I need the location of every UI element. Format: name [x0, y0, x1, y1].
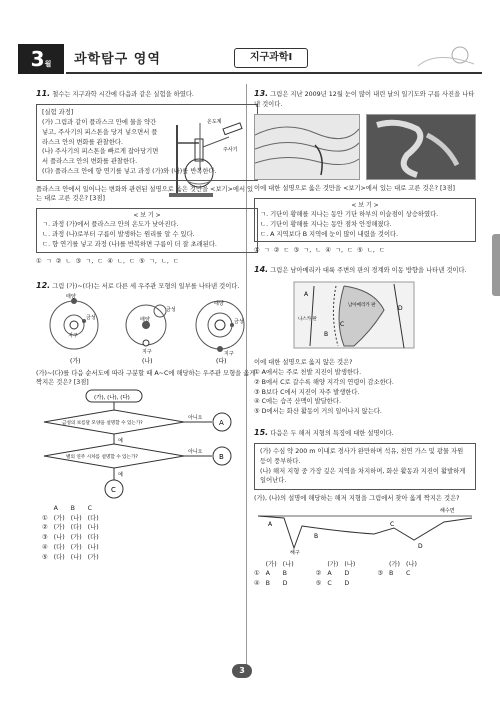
svg-text:D: D — [418, 542, 423, 550]
svg-text:금성의 보름달 모양을 설명할 수 있는가?: 금성의 보름달 모양을 설명할 수 있는가? — [62, 421, 143, 427]
svg-text:태양: 태양 — [66, 293, 76, 300]
svg-text:A: A — [268, 520, 273, 528]
svg-text:(가): (가) — [70, 357, 81, 365]
svg-text:(가), (나), (다): (가), (나), (다) — [94, 395, 130, 402]
experiment-box: [실험 과정] (가) 그림과 같이 플라스크 안에 물을 약간 넣고, 주사기의 피스톤을 당겨 넣으면서 플라스크 안의 변화를 관찰한다. (나) 주사기의 피스톤을 빠르게 잡아당기면서 플라스크 안의 변화를 관찰한다. (다) 플라스크 안에 향 연기를 넣고 과정 (가)와 (나)를 반복한다. 온도계 주사기 — [36, 104, 258, 180]
weather-map-image — [254, 114, 360, 180]
svg-text:(다): (다) — [216, 357, 227, 365]
option-row: ② (가) (다) (나) — [42, 524, 99, 532]
svg-text:A: A — [219, 419, 224, 428]
svg-text:예: 예 — [118, 472, 123, 479]
option-row: ③ (나) (가) (다) — [42, 534, 99, 542]
svg-text:나스카 판: 나스카 판 — [298, 316, 317, 322]
syringe-label: 주사기 — [223, 147, 238, 154]
month-badge: 3월 — [18, 44, 64, 74]
step-ga: (가) 그림과 같이 플라스크 안에 물을 약간 넣고, 주사기의 피스톤을 당겨 넣으면서 플라스크 안의 변화를 관찰한다. — [42, 119, 158, 146]
svg-text:해구: 해구 — [290, 549, 300, 556]
subject-title: 과학탐구 영역 — [74, 52, 161, 67]
choices-11: ① ㄱ ② ㄴ ③ ㄱ, ㄷ ④ ㄴ, ㄷ ⑤ ㄱ, ㄴ, ㄷ — [36, 257, 179, 265]
svg-text:태양: 태양 — [214, 300, 224, 307]
left-column — [36, 88, 258, 562]
seafloor-profile-figure — [254, 504, 476, 556]
option-row: ⑤ (다) (나) (가) — [42, 553, 99, 561]
svg-text:별의 연주 시차를 설명할 수 있는가?: 별의 연주 시차를 설명할 수 있는가? — [66, 455, 138, 461]
model-da — [196, 300, 244, 365]
header-rule — [66, 72, 482, 74]
svg-text:지구: 지구 — [68, 332, 78, 339]
svg-text:C: C — [111, 486, 116, 495]
options-table-15: (가) (나) (가) (나) (가) (나) ① A B ② A D ③ B C ④ B D ⑤ C D — [254, 560, 417, 588]
svg-text:B: B — [219, 453, 224, 462]
step-na: (나) 주사기의 피스톤을 빠르게 잡아당기면서 플라스크 안의 변화를 관찰한다. — [42, 148, 159, 166]
svg-text:남아메리카 판: 남아메리카 판 — [348, 302, 376, 308]
header-decoration-icon — [416, 46, 476, 68]
choices-13: ① ㄱ ② ㄷ ③ ㄱ, ㄴ ④ ㄱ, ㄷ ⑤ ㄴ, ㄷ — [254, 247, 385, 255]
svg-text:C: C — [340, 320, 345, 328]
svg-text:C: C — [390, 520, 395, 528]
figure-row-13 — [254, 114, 476, 180]
description-box-15: (가) 수심 약 200 m 이내로 경사가 완만하며 석유, 천연 가스 및 광물 자원 등이 풍부하다. (나) 해저 지형 중 가장 깊은 지역을 차지하며, 화산 활동과 지진이 활발하게 일어난다. — [254, 443, 476, 490]
svg-text:B: B — [324, 330, 329, 338]
question-14: 14. 그림은 남아메리카 대륙 주변의 판의 경계와 이동 방향을 나타낸 것이다. 남아메리카 판 나스카 판 A B C D 이에 대한 설명으로 옳지 않은 것은? ① A에서는 주로 천발 지진이 발생한다. ② B에서 C로 갈수록 해양 지각의 연령이 감소한다. ③ B보다 C에서 지진이 자주 발생한다. ④ C에는 습곡 산맥이 발달한다. ⑤ D에서는 화산 활동이 거의 일어나지 않는다. — [254, 264, 476, 417]
flask-apparatus-figure — [167, 115, 247, 199]
option-row: ① (가) (나) (다) — [42, 514, 99, 522]
options-table-12: A B C ① (가) (나) (다) ② (가) (다) (나) ③ (나) (가) (다) ④ (다) (가) (나) ⑤ (다) (나) (가) — [42, 504, 105, 563]
svg-text:아니오: 아니오 — [188, 449, 203, 456]
page-header — [18, 44, 482, 74]
svg-text:(나): (나) — [142, 357, 153, 365]
option-row: ④ (다) (가) (나) — [42, 543, 99, 551]
bogi-box-11: < 보 기 > ㄱ. 과정 (가)에서 플라스크 안의 온도가 낮아진다. ㄴ. 과정 (나)로부터 구름이 발생하는 원리를 알 수 있다. ㄷ. 향 연기를 넣고 과정 (나)를 반복하면 구름이 더 잘 초래된다. — [36, 208, 258, 253]
svg-text:A: A — [304, 290, 309, 298]
svg-text:금성: 금성 — [234, 318, 244, 325]
cosmology-models-figure — [36, 293, 258, 365]
question-13: 13. 그림은 지난 2009년 12월 눈이 많이 내린 날의 일기도와 구름 사진을 나타낸 것이다. 이에 대한 설명으로 옳은 것만을 <보기>에서 있는 대로 고른 것은? [3점] < 보 기 > ㄱ. 기단이 황해를 지나는 동안 기단 하부의 이슬점이 상승하였다. ㄴ. 기단이 황해를 지나는 동안 점차 안정해졌다. ㄷ. A 지역보다 B 지역에 눈이 많이 내렸을 것이다. ① ㄱ ② ㄷ ③ ㄱ, ㄴ ④ ㄱ, ㄷ ⑤ ㄴ, ㄷ — [254, 89, 475, 255]
model-na — [126, 305, 176, 365]
flowchart-figure — [36, 388, 258, 500]
svg-text:B: B — [314, 532, 319, 540]
svg-text:D: D — [398, 304, 403, 312]
svg-text:예: 예 — [118, 438, 123, 445]
model-ga — [50, 293, 98, 365]
svg-text:해수면: 해수면 — [440, 507, 455, 514]
right-column — [254, 88, 476, 589]
page-number: 3 — [232, 664, 252, 678]
bogi-box-13: < 보 기 > ㄱ. 기단이 황해를 지나는 동안 기단 하부의 이슬점이 상승하였다. ㄴ. 기단이 황해를 지나는 동안 점차 안정해졌다. ㄷ. A 지역보다 B 지역에 눈이 많이 내렸을 것이다. — [254, 198, 476, 243]
question-15: 15. 다음은 두 해저 지형의 특징에 대한 설명이다. (가) 수심 약 200 m 이내로 경사가 완만하며 석유, 천연 가스 및 광물 자원 등이 풍부하다. (나) 해저 지형 중 가장 깊은 지역을 차지하며, 화산 활동과 지진이 활발하게 일어난다. (가), (나)의 설명에 해당하는 해저 지형을 그림에서 찾아 옳게 짝지은 것은? 해수면 해구 A B C D (가) (나) (가) (나) (가) (나) ① A B ② A D ③ B C ④ B D ⑤ C D — [254, 427, 476, 589]
svg-text:금성: 금성 — [86, 314, 96, 321]
thermometer-label: 온도계 — [207, 119, 222, 126]
side-tab — [492, 234, 500, 296]
svg-text:아니오: 아니오 — [188, 415, 203, 422]
question-11: 11. 철수는 지구과학 시간에 다음과 같은 실험을 하였다. [실험 과정] (가) 그림과 같이 플라스크 안에 물을 약간 넣고, 주사기의 피스톤을 당겨 넣으면서 플라스크 안의 변화를 관찰한다. (나) 주사기의 피스톤을 빠르게 잡아당기면서 플라스크 안의 변화를 관찰한다. (다) 플라스크 안에 향 연기를 넣고 과정 (가)와 (나)를 반복한다. 온도계 주사기 플라스크 안에서 일어나는 변화와 관련된 설명으로 옳은 것만을 <보기>에서 있는 대로 고른 것은? [3점] < 보 기 > ㄱ. 과정 (가)에서 플라스크 안의 온도가 낮아진다. ㄴ. 과정 (나)로부터 구름이 발생하는 원리를 알 수 있다. ㄷ. 향 연기를 넣고 과정 (나)를 반복하면 구름이 더 잘 초래된다. ① ㄱ ② ㄴ ③ ㄱ, ㄷ ④ ㄴ, ㄷ ⑤ ㄱ, ㄴ, ㄷ — [36, 88, 258, 266]
subject-tag: 지구과학Ⅰ — [234, 48, 308, 68]
question-12: 12. 그림 (가)~(다)는 서로 다른 세 우주관 모형의 일부를 나타낸 것이다. 태양 금성 지구 (가) 태양 금성 지구 (나) 태양 금성 지구 (다) (가)~(다)를 다음 순서도에 따라 구분할 때 A~C에 해당하는 우주관 모형을 옳게 짝지은 것은? [3점] (가), (나), (다) 금성의 보름달 모양을 설명할 수 있는가? 아니오 A 예 별의 연주 시차를 설명할 수 있는가? 아니오 B 예 C A B C ① (가) (나) (다) ② (가) (다) (나) ③ (나) (가) (다) ④ (다) (가) (나) ⑤ (다) (나) (가) — [36, 280, 258, 562]
svg-text:금성: 금성 — [166, 306, 176, 313]
svg-text:태양: 태양 — [140, 316, 150, 323]
cloud-photo-image — [366, 114, 476, 180]
svg-text:지구: 지구 — [142, 348, 152, 355]
svg-text:지구: 지구 — [224, 350, 234, 357]
plate-boundary-map — [254, 280, 476, 352]
step-da: (다) 플라스크 안에 향 연기를 넣고 과정 (가)와 (나)를 반복한다. — [42, 167, 217, 175]
